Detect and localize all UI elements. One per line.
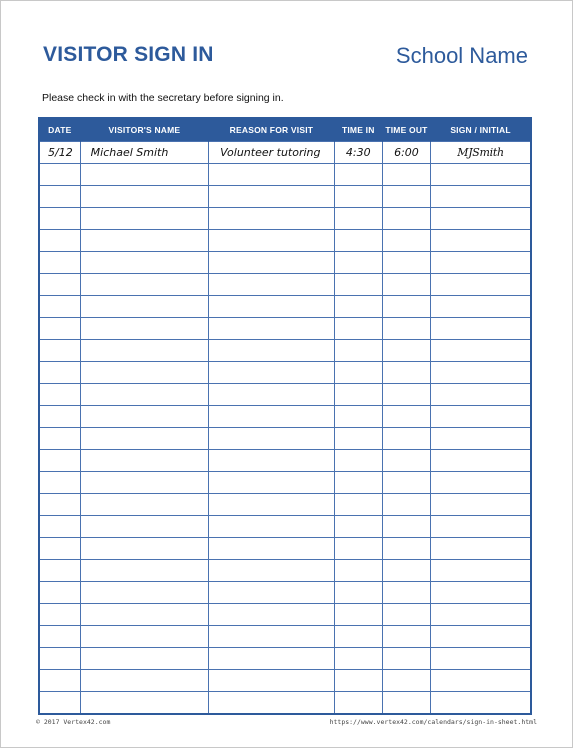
sign-initial-cell[interactable] bbox=[431, 582, 531, 604]
sign-in-table bbox=[38, 117, 532, 715]
time-in-cell[interactable] bbox=[334, 252, 382, 274]
visitor-name-cell[interactable] bbox=[80, 296, 209, 318]
time-out-cell[interactable] bbox=[382, 648, 430, 670]
date-cell[interactable] bbox=[39, 494, 80, 516]
visitor-name-cell[interactable] bbox=[80, 406, 209, 428]
time-out-cell[interactable] bbox=[382, 626, 430, 648]
date-cell[interactable] bbox=[39, 582, 80, 604]
visitor-name-cell[interactable] bbox=[80, 494, 209, 516]
time-out-cell[interactable] bbox=[382, 252, 430, 274]
reason-cell[interactable] bbox=[209, 582, 335, 604]
date-cell[interactable] bbox=[39, 406, 80, 428]
sign-initial-cell[interactable] bbox=[431, 538, 531, 560]
time-in-cell[interactable] bbox=[334, 692, 382, 715]
time-out-cell[interactable] bbox=[382, 340, 430, 362]
column-header-sign-initial: SIGN / INITIAL bbox=[431, 118, 531, 142]
reason-cell[interactable] bbox=[209, 428, 335, 450]
date-cell[interactable] bbox=[39, 648, 80, 670]
time-in-cell[interactable] bbox=[334, 428, 382, 450]
table-row bbox=[39, 142, 531, 164]
table-row bbox=[39, 230, 531, 252]
sign-initial-cell[interactable] bbox=[431, 670, 531, 692]
time-out-cell[interactable] bbox=[382, 406, 430, 428]
visitor-name-cell[interactable] bbox=[80, 560, 209, 582]
time-in-cell[interactable] bbox=[334, 164, 382, 186]
visitor-name-cell[interactable] bbox=[80, 428, 209, 450]
visitor-name-cell[interactable] bbox=[80, 252, 209, 274]
reason-cell[interactable] bbox=[209, 560, 335, 582]
time-out-cell[interactable] bbox=[382, 516, 430, 538]
time-in-cell[interactable] bbox=[334, 362, 382, 384]
time-in-cell[interactable] bbox=[334, 208, 382, 230]
visitor-name-cell[interactable] bbox=[80, 318, 209, 340]
time-out-cell[interactable] bbox=[382, 670, 430, 692]
date-cell[interactable] bbox=[39, 340, 80, 362]
reason-cell[interactable] bbox=[209, 494, 335, 516]
time-out-cell[interactable] bbox=[382, 318, 430, 340]
visitor-name-cell[interactable] bbox=[80, 186, 209, 208]
table-row bbox=[39, 208, 531, 230]
sign-initial-cell[interactable] bbox=[431, 516, 531, 538]
time-out-cell[interactable] bbox=[382, 230, 430, 252]
visitor-name-cell[interactable] bbox=[80, 582, 209, 604]
table-row bbox=[39, 340, 531, 362]
reason-cell[interactable] bbox=[209, 186, 335, 208]
date-cell[interactable] bbox=[39, 516, 80, 538]
reason-cell[interactable] bbox=[209, 384, 335, 406]
date-cell[interactable] bbox=[39, 604, 80, 626]
date-cell[interactable] bbox=[39, 164, 80, 186]
table-row bbox=[39, 252, 531, 274]
sign-initial-cell[interactable] bbox=[431, 648, 531, 670]
time-out-cell[interactable] bbox=[382, 208, 430, 230]
visitor-name-cell[interactable] bbox=[80, 340, 209, 362]
date-cell[interactable] bbox=[39, 450, 80, 472]
sign-initial-cell[interactable] bbox=[431, 142, 531, 164]
column-header-time-in: TIME IN bbox=[334, 118, 382, 142]
column-header-visitor-name: VISITOR'S NAME bbox=[80, 118, 209, 142]
date-cell[interactable] bbox=[39, 538, 80, 560]
reason-cell[interactable] bbox=[209, 208, 335, 230]
date-cell[interactable] bbox=[39, 670, 80, 692]
table-row bbox=[39, 604, 531, 626]
date-cell[interactable] bbox=[39, 296, 80, 318]
table-row bbox=[39, 428, 531, 450]
time-in-cell[interactable] bbox=[334, 384, 382, 406]
visitor-name-cell[interactable] bbox=[80, 472, 209, 494]
table-row bbox=[39, 274, 531, 296]
visitor-name-cell[interactable] bbox=[80, 362, 209, 384]
reason-cell[interactable] bbox=[209, 318, 335, 340]
table-row bbox=[39, 186, 531, 208]
visitor-name-cell[interactable] bbox=[80, 208, 209, 230]
time-out-cell[interactable] bbox=[382, 274, 430, 296]
reason-cell[interactable] bbox=[209, 362, 335, 384]
time-in-cell[interactable] bbox=[334, 406, 382, 428]
time-in-cell[interactable] bbox=[334, 560, 382, 582]
sign-initial-cell[interactable] bbox=[431, 164, 531, 186]
reason-cell[interactable] bbox=[209, 164, 335, 186]
reason-cell[interactable] bbox=[209, 538, 335, 560]
time-out-cell[interactable] bbox=[382, 164, 430, 186]
table-row bbox=[39, 450, 531, 472]
time-in-cell[interactable] bbox=[334, 230, 382, 252]
sign-initial-cell[interactable] bbox=[431, 252, 531, 274]
sign-initial-cell[interactable] bbox=[431, 318, 531, 340]
signature: MJSmith bbox=[457, 146, 504, 159]
date-cell[interactable] bbox=[39, 274, 80, 296]
time-out-cell[interactable]: 6:00 bbox=[382, 142, 430, 164]
sign-initial-cell[interactable] bbox=[431, 604, 531, 626]
table-row bbox=[39, 164, 531, 186]
table-row bbox=[39, 406, 531, 428]
table-row bbox=[39, 472, 531, 494]
table-row bbox=[39, 560, 531, 582]
date-cell[interactable]: 5/12 bbox=[39, 142, 80, 164]
instructions-text: Please check in with the secretary before signing in. bbox=[42, 92, 284, 104]
time-out-cell[interactable] bbox=[382, 560, 430, 582]
date-cell[interactable] bbox=[39, 384, 80, 406]
visitor-name-cell[interactable] bbox=[80, 692, 209, 715]
sign-initial-cell[interactable] bbox=[431, 494, 531, 516]
date-cell[interactable] bbox=[39, 472, 80, 494]
time-in-cell[interactable] bbox=[334, 538, 382, 560]
sign-initial-cell[interactable] bbox=[431, 274, 531, 296]
time-out-cell[interactable] bbox=[382, 582, 430, 604]
sign-initial-cell[interactable] bbox=[431, 296, 531, 318]
table-row bbox=[39, 362, 531, 384]
sign-initial-cell[interactable] bbox=[431, 692, 531, 715]
page-title: VISITOR SIGN IN bbox=[43, 43, 214, 66]
time-in-cell[interactable] bbox=[334, 582, 382, 604]
time-out-cell[interactable] bbox=[382, 186, 430, 208]
table-header-row bbox=[39, 118, 531, 142]
sign-initial-cell[interactable] bbox=[431, 208, 531, 230]
reason-cell[interactable] bbox=[209, 340, 335, 362]
visitor-name-cell[interactable] bbox=[80, 670, 209, 692]
time-out-cell[interactable] bbox=[382, 384, 430, 406]
sign-initial-cell[interactable] bbox=[431, 472, 531, 494]
reason-cell[interactable] bbox=[209, 274, 335, 296]
time-in-cell[interactable] bbox=[334, 296, 382, 318]
sign-initial-cell[interactable] bbox=[431, 230, 531, 252]
table-row bbox=[39, 626, 531, 648]
time-out-cell[interactable] bbox=[382, 538, 430, 560]
reason-cell[interactable] bbox=[209, 670, 335, 692]
time-out-cell[interactable] bbox=[382, 692, 430, 715]
table-row bbox=[39, 648, 531, 670]
column-header-reason: REASON FOR VISIT bbox=[209, 118, 335, 142]
reason-cell[interactable] bbox=[209, 626, 335, 648]
reason-cell[interactable] bbox=[209, 406, 335, 428]
table-row bbox=[39, 384, 531, 406]
time-out-cell[interactable] bbox=[382, 428, 430, 450]
date-cell[interactable] bbox=[39, 230, 80, 252]
date-cell[interactable] bbox=[39, 208, 80, 230]
table-row bbox=[39, 494, 531, 516]
time-in-cell[interactable] bbox=[334, 274, 382, 296]
time-out-cell[interactable] bbox=[382, 362, 430, 384]
reason-cell[interactable] bbox=[209, 450, 335, 472]
time-in-cell[interactable] bbox=[334, 318, 382, 340]
reason-cell[interactable] bbox=[209, 516, 335, 538]
sign-initial-cell[interactable] bbox=[431, 406, 531, 428]
time-in-cell[interactable] bbox=[334, 670, 382, 692]
reason-cell[interactable] bbox=[209, 296, 335, 318]
table-row bbox=[39, 582, 531, 604]
time-in-cell[interactable]: 4:30 bbox=[334, 142, 382, 164]
copyright-text: © 2017 Vertex42.com bbox=[36, 718, 111, 726]
reason-cell[interactable] bbox=[209, 252, 335, 274]
source-url: https://www.vertex42.com/calendars/sign-in-sheet.html bbox=[329, 718, 537, 726]
sign-initial-cell[interactable] bbox=[431, 362, 531, 384]
visitor-name-cell[interactable] bbox=[80, 164, 209, 186]
visitor-name-cell[interactable] bbox=[80, 648, 209, 670]
reason-cell[interactable] bbox=[209, 648, 335, 670]
time-in-cell[interactable] bbox=[334, 604, 382, 626]
time-out-cell[interactable] bbox=[382, 472, 430, 494]
time-out-cell[interactable] bbox=[382, 450, 430, 472]
sign-initial-cell[interactable] bbox=[431, 428, 531, 450]
time-out-cell[interactable] bbox=[382, 296, 430, 318]
time-in-cell[interactable] bbox=[334, 516, 382, 538]
time-in-cell[interactable] bbox=[334, 648, 382, 670]
date-cell[interactable] bbox=[39, 560, 80, 582]
sign-initial-cell[interactable] bbox=[431, 186, 531, 208]
time-in-cell[interactable] bbox=[334, 186, 382, 208]
visitor-name-cell[interactable] bbox=[80, 604, 209, 626]
time-in-cell[interactable] bbox=[334, 472, 382, 494]
visitor-name-cell[interactable] bbox=[80, 230, 209, 252]
visitor-name-cell[interactable] bbox=[80, 516, 209, 538]
visitor-name-cell[interactable] bbox=[80, 274, 209, 296]
time-in-cell[interactable] bbox=[334, 450, 382, 472]
table-row bbox=[39, 692, 531, 715]
date-cell[interactable] bbox=[39, 318, 80, 340]
date-cell[interactable] bbox=[39, 362, 80, 384]
reason-cell[interactable] bbox=[209, 604, 335, 626]
reason-cell[interactable]: Volunteer tutoring bbox=[209, 142, 335, 164]
date-cell[interactable] bbox=[39, 186, 80, 208]
visitor-name-cell[interactable] bbox=[80, 538, 209, 560]
column-header-date: DATE bbox=[39, 118, 80, 142]
table-row bbox=[39, 318, 531, 340]
visitor-name-cell[interactable] bbox=[80, 384, 209, 406]
sign-initial-cell[interactable] bbox=[431, 384, 531, 406]
time-in-cell[interactable] bbox=[334, 340, 382, 362]
reason-cell[interactable] bbox=[209, 692, 335, 715]
sign-initial-cell[interactable] bbox=[431, 340, 531, 362]
table-row bbox=[39, 516, 531, 538]
date-cell[interactable] bbox=[39, 428, 80, 450]
visitor-name-cell[interactable] bbox=[80, 626, 209, 648]
date-cell[interactable] bbox=[39, 692, 80, 715]
table-row bbox=[39, 670, 531, 692]
date-cell[interactable] bbox=[39, 252, 80, 274]
time-in-cell[interactable] bbox=[334, 626, 382, 648]
school-name: School Name bbox=[395, 43, 528, 68]
sign-initial-cell[interactable] bbox=[431, 560, 531, 582]
visitor-name-cell[interactable]: Michael Smith bbox=[80, 142, 209, 164]
reason-cell[interactable] bbox=[209, 472, 335, 494]
time-in-cell[interactable] bbox=[334, 494, 382, 516]
sign-initial-cell[interactable] bbox=[431, 450, 531, 472]
sign-initial-cell[interactable] bbox=[431, 626, 531, 648]
time-out-cell[interactable] bbox=[382, 494, 430, 516]
date-cell[interactable] bbox=[39, 626, 80, 648]
time-out-cell[interactable] bbox=[382, 604, 430, 626]
column-header-time-out: TIME OUT bbox=[382, 118, 430, 142]
visitor-name-cell[interactable] bbox=[80, 450, 209, 472]
table-row bbox=[39, 296, 531, 318]
reason-cell[interactable] bbox=[209, 230, 335, 252]
table-row bbox=[39, 538, 531, 560]
